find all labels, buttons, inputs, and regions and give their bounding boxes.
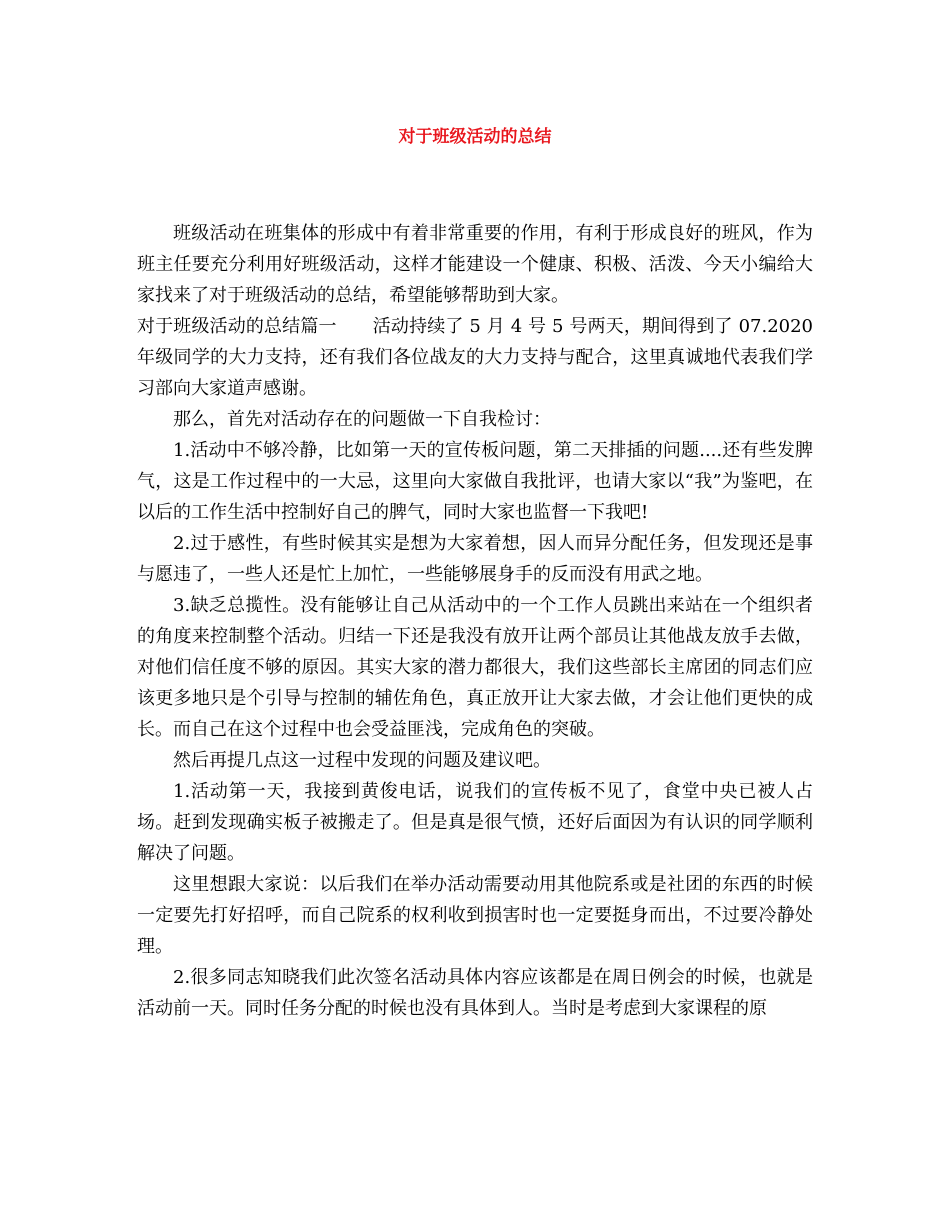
paragraph-self-review: 那么，首先对活动存在的问题做一下自我检讨：	[173, 409, 551, 430]
section-heading: 对于班级活动的总结篇一	[137, 316, 337, 337]
paragraph-section-one	[137, 311, 813, 404]
paragraph-suggestion-1: 1.活动第一天，我接到黄俊电话，说我们的宣传板不见了，食堂中央已被人占场。赶到发现确实板子被搬走了。但是真是很气愤，还好后面因为有认识的同学顺利解决了问题。	[137, 781, 813, 864]
paragraph-intro: 班级活动在班集体的形成中有着非常重要的作用，有利于形成良好的班风，作为班主任要充分利用好班级活动，这样才能建设一个健康、积极、活泼、今天小编给大家找来了对于班级活动的总结，希望能够帮助到大家。	[137, 223, 813, 306]
paragraph-suggestion-1-note: 这里想跟大家说：以后我们在举办活动需要动用其他院系或是社团的东西的时候一定要先打好招呼，而自己院系的权利收到损害时也一定要挺身而出，不过要冷静处理。	[137, 874, 813, 957]
paragraph-review-1: 1.活动中不够冷静，比如第一天的宣传板问题，第二天排插的问题....还有些发脾气，这是工作过程中的一大忌，这里向大家做自我批评，也请大家以“我”为鉴吧，在以后的工作生活中控制好自己的脾气，同时大家也监督一下我吧!	[137, 440, 813, 523]
section-one-text: 活动持续了 5 月 4 号 5 号两天，期间得到了 07.2020 年级同学的大力支持，还有我们各位战友的大力支持与配合，这里真诚地代表我们学习部向大家道声感谢。	[137, 316, 814, 399]
document-title: 对于班级活动的总结	[398, 127, 552, 147]
document-body	[137, 218, 813, 1024]
paragraph-suggestions: 然后再提几点这一过程中发现的问题及建议吧。	[173, 750, 551, 771]
paragraph-suggestion-2: 2.很多同志知晓我们此次签名活动具体内容应该都是在周日例会的时候，也就是活动前一天。同时任务分配的时候也没有具体到人。当时是考虑到大家课程的原	[137, 967, 813, 1019]
paragraph-review-3: 3.缺乏总揽性。没有能够让自己从活动中的一个工作人员跳出来站在一个组织者的角度来控制整个活动。归结一下还是我没有放开让两个部员让其他战友放手去做，对他们信任度不够的原因。其实大家的潜力都很大，我们这些部长主席团的同志们应该更多地只是个引导与控制的辅佐角色，真正放开让大家去做，才会让他们更快的成长。而自己在这个过程中也会受益匪浅，完成角色的突破。	[137, 595, 813, 740]
paragraph-review-2: 2.过于感性，有些时候其实是想为大家着想，因人而异分配任务，但发现还是事与愿违了，一些人还是忙上加忙，一些能够展身手的反而没有用武之地。	[137, 533, 813, 585]
